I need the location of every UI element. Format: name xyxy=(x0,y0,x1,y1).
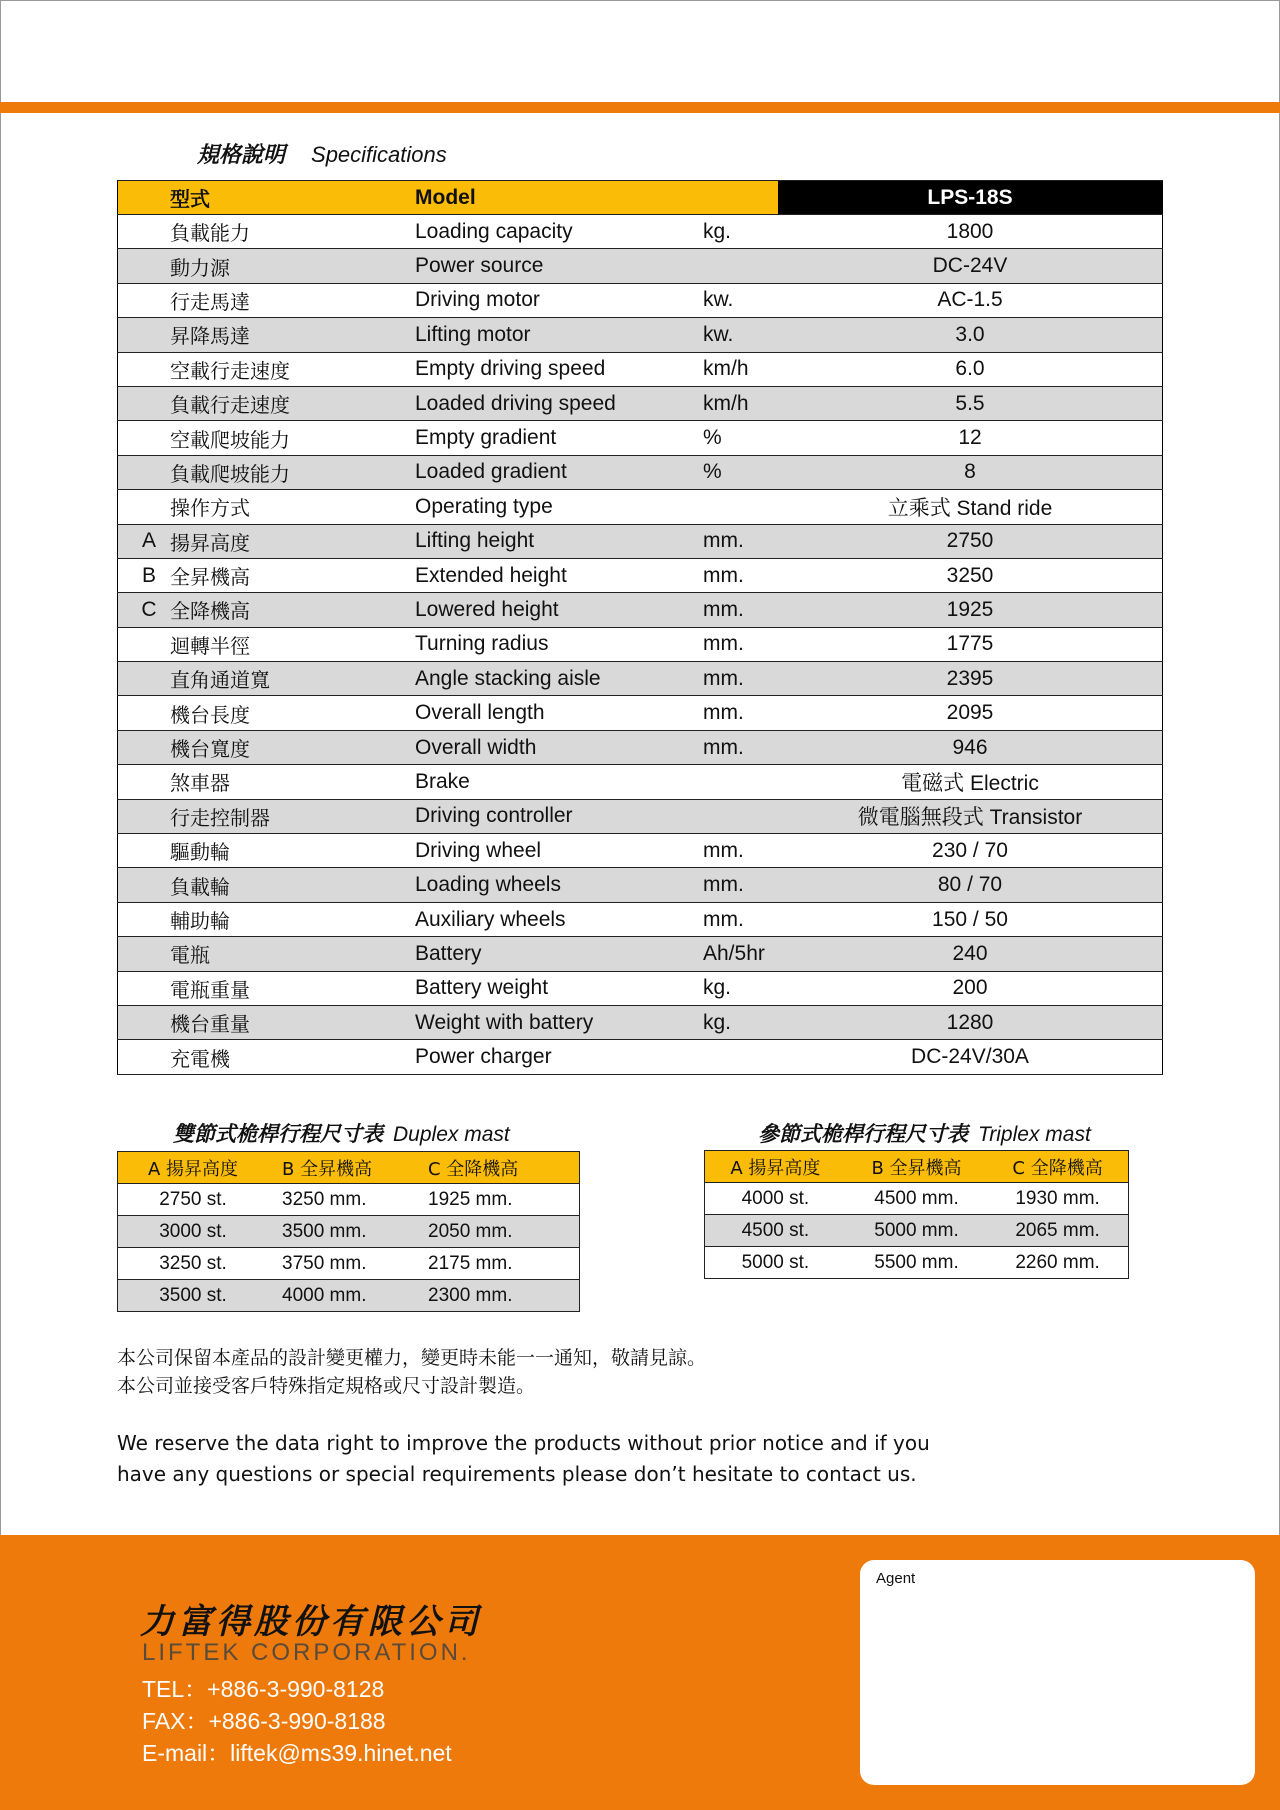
triplex-mast-table xyxy=(704,1150,1129,1279)
spec-unit: kw. xyxy=(703,283,778,317)
mast-cell: 5000 mm. xyxy=(846,1215,987,1247)
spec-label-zh: 空載行走速度 xyxy=(170,352,415,386)
spec-label-zh: 行走控制器 xyxy=(170,799,415,833)
mast-header-cell: C 全降機高 xyxy=(987,1151,1128,1183)
spec-value: DC-24V xyxy=(778,249,1163,283)
spec-label-zh: 負載輪 xyxy=(170,868,415,902)
spec-label-zh: 驅動輪 xyxy=(170,834,415,868)
spec-letter xyxy=(118,386,171,420)
spec-value: DC-24V/30A xyxy=(778,1040,1163,1074)
notice-en-line: have any questions or special requirements please don’t hesitate to contact us. xyxy=(117,1462,917,1486)
spec-row xyxy=(118,730,1163,764)
spec-label-zh: 煞車器 xyxy=(170,765,415,799)
spec-label-zh: 負載爬坡能力 xyxy=(170,455,415,489)
spec-unit xyxy=(703,765,778,799)
spec-unit xyxy=(703,1040,778,1074)
mast-header-cell: B 全昇機高 xyxy=(846,1151,987,1183)
mast-header-cell: B 全昇機高 xyxy=(268,1152,422,1184)
spec-unit: % xyxy=(703,421,778,455)
spec-label-en: Loaded driving speed xyxy=(415,386,703,420)
mast-cell: 3000 st. xyxy=(118,1216,269,1248)
mast-cell: 3250 mm. xyxy=(268,1184,422,1216)
spec-unit: mm. xyxy=(703,627,778,661)
spec-label-zh: 輔助輪 xyxy=(170,902,415,936)
spec-label-en: Extended height xyxy=(415,558,703,592)
spec-unit: km/h xyxy=(703,352,778,386)
spec-unit: mm. xyxy=(703,593,778,627)
spec-value: 2095 xyxy=(778,696,1163,730)
spec-row xyxy=(118,593,1163,627)
spec-letter xyxy=(118,799,171,833)
spec-label-zh: 機台寬度 xyxy=(170,730,415,764)
spec-unit: mm. xyxy=(703,730,778,764)
spec-value: 200 xyxy=(778,971,1163,1005)
spec-value: 946 xyxy=(778,730,1163,764)
mast-row xyxy=(118,1248,580,1280)
spec-label-en: Power charger xyxy=(415,1040,703,1074)
mast-row xyxy=(705,1183,1129,1215)
spec-value: 12 xyxy=(778,421,1163,455)
spec-label-en: Angle stacking aisle xyxy=(415,662,703,696)
notice-zh xyxy=(117,1344,706,1400)
spec-label-en: Lowered height xyxy=(415,593,703,627)
spec-letter xyxy=(118,490,171,524)
spec-unit: kg. xyxy=(703,971,778,1005)
mast-cell: 2750 st. xyxy=(118,1184,269,1216)
spec-label-zh: 機台重量 xyxy=(170,1005,415,1039)
spec-label-en: Brake xyxy=(415,765,703,799)
mast-row xyxy=(118,1184,580,1216)
notice-en xyxy=(117,1428,930,1490)
spec-value: 1800 xyxy=(778,215,1163,249)
spec-letter: C xyxy=(118,593,171,627)
spec-unit xyxy=(703,490,778,524)
mast-cell: 4000 st. xyxy=(705,1183,846,1215)
spec-value: 6.0 xyxy=(778,352,1163,386)
contact-tel: TEL：+886-3-990-8128 xyxy=(142,1676,385,1702)
spec-header-row xyxy=(118,181,1163,215)
mast-cell: 1930 mm. xyxy=(987,1183,1128,1215)
spec-label-en: Operating type xyxy=(415,490,703,524)
spec-unit: mm. xyxy=(703,902,778,936)
spec-letter: B xyxy=(118,558,171,592)
top-orange-band xyxy=(0,102,1280,113)
spec-unit xyxy=(703,249,778,283)
spec-label-en: Lifting height xyxy=(415,524,703,558)
spec-row xyxy=(118,868,1163,902)
spec-letter xyxy=(118,765,171,799)
spec-row xyxy=(118,902,1163,936)
spec-unit: mm. xyxy=(703,868,778,902)
mast-cell: 3250 st. xyxy=(118,1248,269,1280)
spec-row xyxy=(118,558,1163,592)
mast-header-cell: A 揚昇高度 xyxy=(705,1151,846,1183)
spec-label-zh: 充電機 xyxy=(170,1040,415,1074)
spec-row xyxy=(118,215,1163,249)
notice-zh-line: 本公司並接受客戶特殊指定規格或尺寸設計製造。 xyxy=(117,1375,536,1397)
spec-letter xyxy=(118,937,171,971)
spec-value: 1925 xyxy=(778,593,1163,627)
mast-header-row xyxy=(118,1152,580,1184)
spec-row xyxy=(118,386,1163,420)
spec-label-en: Power source xyxy=(415,249,703,283)
spec-row xyxy=(118,627,1163,661)
mast-cell: 3500 st. xyxy=(118,1280,269,1312)
spec-label-zh: 負載能力 xyxy=(170,215,415,249)
spec-unit: % xyxy=(703,455,778,489)
mast-cell: 3500 mm. xyxy=(268,1216,422,1248)
mast-cell: 5000 st. xyxy=(705,1247,846,1279)
spec-value: 2395 xyxy=(778,662,1163,696)
mast-cell: 4500 mm. xyxy=(846,1183,987,1215)
spec-unit: Ah/5hr xyxy=(703,937,778,971)
notice-zh-line: 本公司保留本產品的設計變更權力，變更時未能一一通知，敬請見諒。 xyxy=(117,1347,707,1369)
spec-value: 80 / 70 xyxy=(778,868,1163,902)
spec-value: 240 xyxy=(778,937,1163,971)
spec-label-en: Overall width xyxy=(415,730,703,764)
spec-row xyxy=(118,524,1163,558)
spec-unit xyxy=(703,799,778,833)
spec-letter xyxy=(118,902,171,936)
company-name-en: LIFTEK CORPORATION. xyxy=(142,1639,471,1666)
spec-label-en: Auxiliary wheels xyxy=(415,902,703,936)
spec-label-en: Battery weight xyxy=(415,971,703,1005)
heading-zh: 規格說明 xyxy=(197,143,286,168)
spec-label-zh: 動力源 xyxy=(170,249,415,283)
spec-letter xyxy=(118,455,171,489)
spec-label-zh: 揚昇高度 xyxy=(170,524,415,558)
spec-unit: km/h xyxy=(703,386,778,420)
spec-unit: mm. xyxy=(703,524,778,558)
spec-label-en: Driving controller xyxy=(415,799,703,833)
spec-value: 1280 xyxy=(778,1005,1163,1039)
spec-label-en: Loaded gradient xyxy=(415,455,703,489)
spec-row xyxy=(118,799,1163,833)
mast-cell: 2050 mm. xyxy=(422,1216,580,1248)
model-value: LPS-18S xyxy=(778,181,1163,215)
spec-letter xyxy=(118,283,171,317)
spec-letter xyxy=(118,696,171,730)
spec-label-en: Driving motor xyxy=(415,283,703,317)
spec-letter xyxy=(118,662,171,696)
mast-header-cell: A 揚昇高度 xyxy=(118,1152,269,1184)
spec-row xyxy=(118,249,1163,283)
mast-header-row xyxy=(705,1151,1129,1183)
spec-label-zh: 全降機高 xyxy=(170,593,415,627)
mast-cell: 2175 mm. xyxy=(422,1248,580,1280)
spec-row xyxy=(118,765,1163,799)
spec-label-zh: 操作方式 xyxy=(170,490,415,524)
spec-letter xyxy=(118,834,171,868)
spec-value: 150 / 50 xyxy=(778,902,1163,936)
spec-value: 5.5 xyxy=(778,386,1163,420)
spec-row xyxy=(118,352,1163,386)
spec-letter xyxy=(118,215,171,249)
spec-label-zh: 迴轉半徑 xyxy=(170,627,415,661)
duplex-title-en: Duplex mast xyxy=(393,1123,510,1146)
specifications-heading xyxy=(197,138,447,169)
duplex-mast-table xyxy=(117,1151,580,1312)
spec-value: 電磁式 Electric xyxy=(778,765,1163,799)
spec-value: 立乘式 Stand ride xyxy=(778,490,1163,524)
spec-label-en: Battery xyxy=(415,937,703,971)
spec-label-en: Empty driving speed xyxy=(415,352,703,386)
mast-cell: 4000 mm. xyxy=(268,1280,422,1312)
spec-letter xyxy=(118,352,171,386)
spec-label-en: Loading wheels xyxy=(415,868,703,902)
mast-cell: 4500 st. xyxy=(705,1215,846,1247)
spec-row xyxy=(118,834,1163,868)
spec-label-zh: 機台長度 xyxy=(170,696,415,730)
spec-unit: mm. xyxy=(703,558,778,592)
spec-row xyxy=(118,490,1163,524)
spec-label-zh: 全昇機高 xyxy=(170,558,415,592)
spec-letter xyxy=(118,730,171,764)
spec-letter xyxy=(118,627,171,661)
spec-row xyxy=(118,1040,1163,1074)
mast-row xyxy=(705,1215,1129,1247)
spec-letter xyxy=(118,1005,171,1039)
mast-cell: 2300 mm. xyxy=(422,1280,580,1312)
heading-en: Specifications xyxy=(311,142,447,167)
spec-row xyxy=(118,971,1163,1005)
spec-label-en: Loading capacity xyxy=(415,215,703,249)
mast-cell: 2065 mm. xyxy=(987,1215,1128,1247)
specifications-table xyxy=(117,180,1163,1075)
spec-label-en: Weight with battery xyxy=(415,1005,703,1039)
spec-label-zh: 電瓶 xyxy=(170,937,415,971)
spec-label-en: Driving wheel xyxy=(415,834,703,868)
spec-label-zh: 空載爬坡能力 xyxy=(170,421,415,455)
duplex-title-zh: 雙節式桅桿行程尺寸表 xyxy=(173,1122,383,1146)
mast-row xyxy=(118,1216,580,1248)
spec-label-en: Turning radius xyxy=(415,627,703,661)
spec-value: AC-1.5 xyxy=(778,283,1163,317)
mast-cell: 1925 mm. xyxy=(422,1184,580,1216)
spec-label-en: Empty gradient xyxy=(415,421,703,455)
triplex-mast-title xyxy=(758,1118,1091,1148)
spec-row xyxy=(118,283,1163,317)
spec-unit: kw. xyxy=(703,318,778,352)
spec-letter xyxy=(118,421,171,455)
triplex-title-en: Triplex mast xyxy=(978,1123,1091,1146)
spec-row xyxy=(118,455,1163,489)
spec-label-zh: 電瓶重量 xyxy=(170,971,415,1005)
spec-label-zh: 行走馬達 xyxy=(170,283,415,317)
agent-label: Agent xyxy=(876,1570,916,1587)
duplex-mast-title xyxy=(173,1118,510,1148)
spec-letter xyxy=(118,868,171,902)
spec-value: 微電腦無段式 Transistor xyxy=(778,799,1163,833)
spec-letter xyxy=(118,318,171,352)
spec-row xyxy=(118,1005,1163,1039)
mast-cell: 5500 mm. xyxy=(846,1247,987,1279)
spec-value: 3.0 xyxy=(778,318,1163,352)
spec-label-zh: 昇降馬達 xyxy=(170,318,415,352)
contact-fax: FAX：+886-3-990-8188 xyxy=(142,1708,386,1734)
company-name-zh: 力富得股份有限公司 xyxy=(140,1602,482,1642)
spec-label-zh: 直角通道寬 xyxy=(170,662,415,696)
spec-letter: A xyxy=(118,524,171,558)
spec-label-zh: 負載行走速度 xyxy=(170,386,415,420)
spec-label-en: Overall length xyxy=(415,696,703,730)
mast-cell: 3750 mm. xyxy=(268,1248,422,1280)
spec-value: 2750 xyxy=(778,524,1163,558)
spec-letter xyxy=(118,971,171,1005)
spec-row xyxy=(118,421,1163,455)
mast-cell: 2260 mm. xyxy=(987,1247,1128,1279)
spec-row xyxy=(118,696,1163,730)
spec-value: 1775 xyxy=(778,627,1163,661)
spec-row xyxy=(118,937,1163,971)
mast-row xyxy=(705,1247,1129,1279)
spec-header-en: Model xyxy=(415,181,778,215)
spec-value: 8 xyxy=(778,455,1163,489)
spec-label-en: Lifting motor xyxy=(415,318,703,352)
mast-row xyxy=(118,1280,580,1312)
contact-email[interactable]: E-mail：liftek@ms39.hinet.net xyxy=(142,1740,452,1766)
notice-en-line: We reserve the data right to improve the products without prior notice and if you xyxy=(117,1431,930,1455)
spec-unit: kg. xyxy=(703,215,778,249)
spec-unit: mm. xyxy=(703,834,778,868)
spec-unit: kg. xyxy=(703,1005,778,1039)
spec-letter xyxy=(118,249,171,283)
spec-row xyxy=(118,318,1163,352)
spec-unit: mm. xyxy=(703,696,778,730)
spec-row xyxy=(118,662,1163,696)
spec-header-zh: 型式 xyxy=(170,181,415,215)
spec-letter xyxy=(118,1040,171,1074)
agent-box xyxy=(860,1560,1255,1785)
spec-value: 230 / 70 xyxy=(778,834,1163,868)
spec-value: 3250 xyxy=(778,558,1163,592)
mast-header-cell: C 全降機高 xyxy=(422,1152,580,1184)
spec-unit: mm. xyxy=(703,662,778,696)
triplex-title-zh: 參節式桅桿行程尺寸表 xyxy=(758,1122,968,1146)
